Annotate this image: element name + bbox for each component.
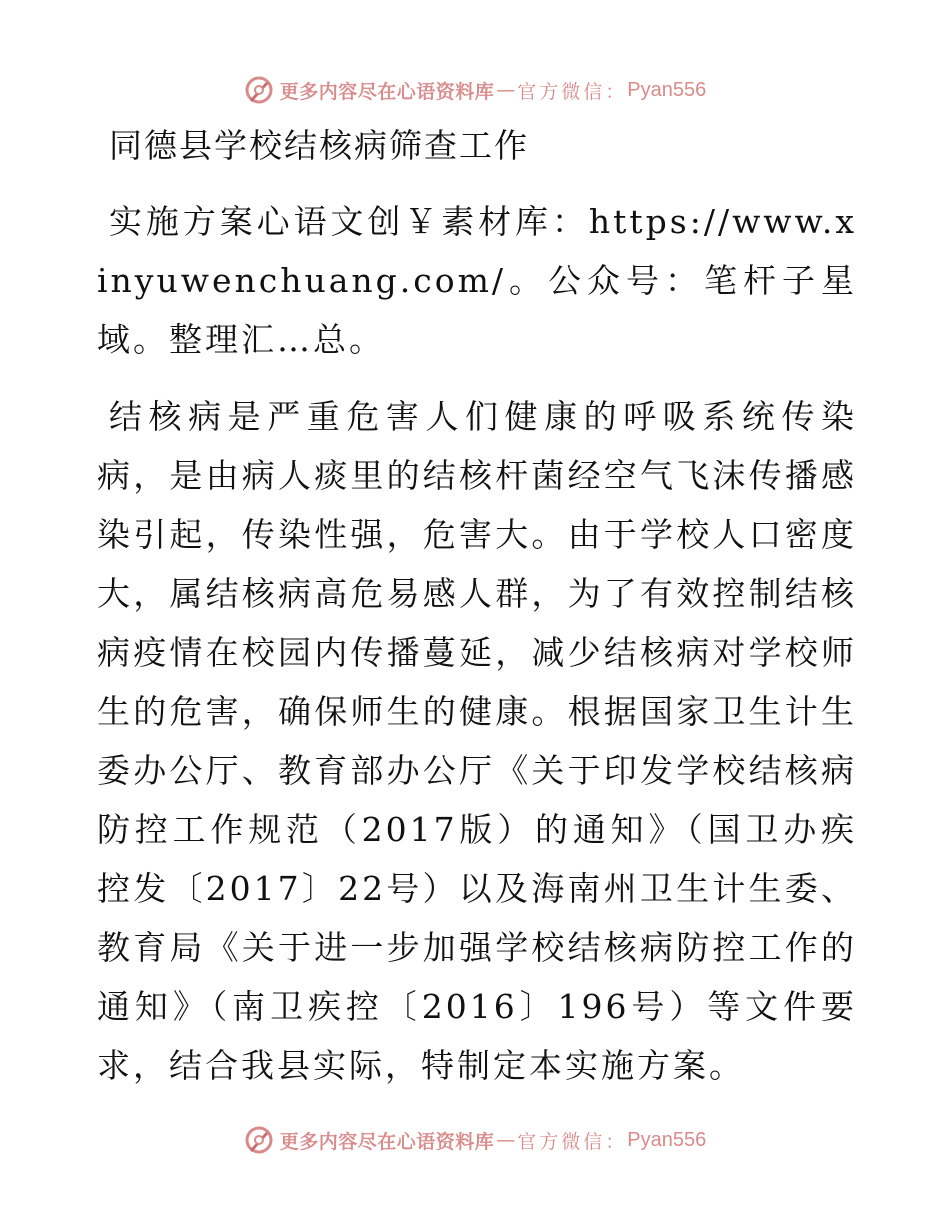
quill-circle-logo-icon [244, 1125, 274, 1155]
watermark-header [0, 70, 950, 110]
watermark-wechat-id: Pyan556 [627, 78, 707, 101]
watermark-text: 更多内容尽在心语资料库 [279, 1130, 495, 1153]
document-body [97, 124, 857, 1105]
watermark-wechat-label: 官方微信： [517, 80, 628, 103]
watermark-dash: — [496, 1129, 516, 1151]
quill-circle-logo-icon [244, 75, 274, 105]
watermark-text: 更多内容尽在心语资料库 [279, 80, 495, 103]
watermark-wechat-id: Pyan556 [627, 1128, 707, 1151]
watermark-footer [0, 1120, 950, 1160]
watermark-dash: — [496, 79, 516, 101]
body-paragraph: 结核病是严重危害人们健康的呼吸系统传染病，是由病人痰里的结核杆菌经空气飞沫传播感染引起，传染性强，危害大。由于学校人口密度大，属结核病高危易感人群，为了有效控制结核病疫情在校园内传播蔓延，减少结核病对学校师生的危害，确保师生的健康。根据国家卫生计生委办公厅、教育部办公厅《关于印发学校结核病防控工作规范（2017版）的通知》（国卫办疾控发〔2017〕22号）以及海南州卫生计生委、教育局《关于进一步加强学校结核病防控工作的通知》（南卫疾控〔2016〕196号）等文件要求，结合我县实际，特制定本实施方案。 [97, 397, 857, 1085]
document-title: 同德县学校结核病筛查工作 [109, 126, 529, 165]
source-note-paragraph: 实施方案心语文创￥素材库：https://www.xinyuwenchuang.com/。公众号：笔杆子星域。整理汇…总。 [97, 202, 857, 359]
watermark-wechat-label: 官方微信： [517, 1130, 628, 1153]
